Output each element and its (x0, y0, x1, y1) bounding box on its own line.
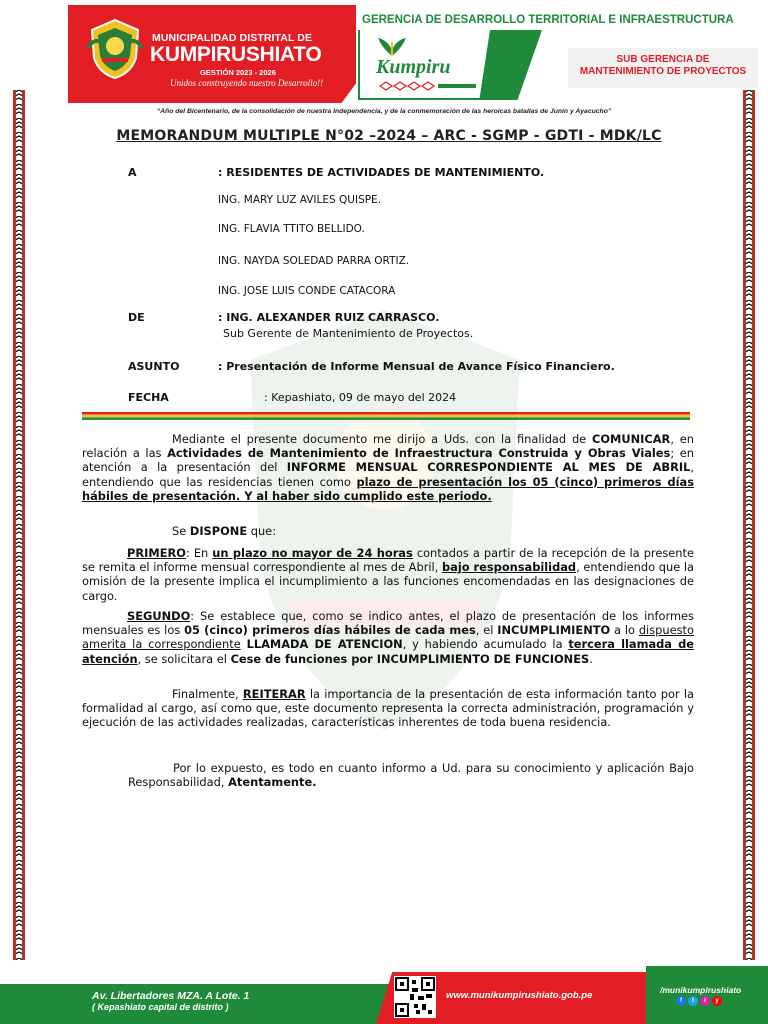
municipality-slogan: Unidos construyendo nuestro Desarrollo!! (170, 78, 324, 88)
social-icons (676, 996, 722, 1006)
management-period: GESTIÓN 2023 - 2026 (200, 68, 276, 77)
paragraph-dispone: Se DISPONE que: (172, 524, 277, 538)
date-value: : Kepashiato, 09 de mayo del 2024 (264, 391, 457, 404)
footer-address-note: ( Kepashiato capital de distrito ) (92, 1002, 229, 1012)
paragraph-closing: Por lo expuesto, es todo en cuanto informo a Ud. para su conocimiento y aplicación Bajo Responsabilidad, Atentamente. (128, 761, 694, 790)
paragraph-primero: PRIMERO: En un plazo no mayor de 24 horas contados a partir de la recepción de la presente se remita el informe mensual correspondiente al mes de Abril, bajo responsabilidad, entendiendo que la omisión de la presente implica el incumplimiento a las funciones encomendadas en las designaciones de cargo. (82, 546, 695, 603)
sender-position: Sub Gerente de Mantenimiento de Proyectos. (223, 327, 474, 340)
footer-social-handle[interactable]: /munikumpirushiato (660, 985, 742, 995)
tricolor-divider (82, 412, 690, 420)
sub-gerencia-line1: SUB GERENCIA DE (616, 54, 710, 65)
recipient-name-1: ING. MARY LUZ AVILES QUISPE. (218, 194, 382, 206)
youtube-icon[interactable]: y (712, 996, 722, 1006)
memo-title: MEMORANDUM MULTIPLE N°02 –2024 – ARC - SGMP - GDTI - MDK/LC (116, 128, 662, 144)
recipient-value: : RESIDENTES DE ACTIVIDADES DE MANTENIMIENTO. (218, 166, 545, 179)
instagram-icon[interactable]: i (700, 996, 710, 1006)
municipality-name-line1: MUNICIPALIDAD DISTRITAL DE (152, 32, 313, 44)
qr-code-icon (394, 976, 436, 1018)
paragraph-segundo: SEGUNDO: Se establece que, como se indico antes, el plazo de presentación de los informes mensuales es los 05 (cinco) primeros días hábiles de cada mes, el INCUMPLIMIENTO a lo dispuesto amerita la correspondiente LLAMADA DE ATENCION, y habiendo acumulado la tercera llamada de atención, se solicitara el Cese de funciones por INCUMPLIMIENTO DE FUNCIONES. (82, 609, 694, 666)
paragraph-intro: Mediante el presente documento me dirijo a Uds. con la finalidad de COMUNICAR, en relación a las Actividades de Mantenimiento de Infraestructura Construida y Obras Viales; en atención a la presentación del INFORME MENSUAL CORRESPONDIENTE AL MES DE ABRIL, entendiendo que las residencias tienen como plazo de presentación los 05 (cinco) primeros días hábiles de presentación. Y al haber sido cumplido este periodo. (82, 432, 695, 503)
recipient-name-3: ING. NAYDA SOLEDAD PARRA ORTIZ. (218, 255, 410, 267)
twitter-icon[interactable]: t (688, 996, 698, 1006)
facebook-icon[interactable]: f (676, 996, 686, 1006)
subject-value: : Presentación de Informe Mensual de Avance Físico Financiero. (218, 360, 615, 373)
recipient-name-2: ING. FLAVIA TTITO BELLIDO. (218, 223, 365, 235)
footer-website-link[interactable]: www.munikumpirushiato.gob.pe (446, 990, 593, 1001)
left-decorative-border (13, 90, 25, 960)
recipient-label: A (128, 166, 137, 179)
sender-label: DE (128, 311, 145, 324)
municipality-name-line2: KUMPIRUSHIATO (150, 43, 322, 66)
footer-address: Av. Libertadores MZA. A Lote. 1 (92, 990, 250, 1002)
municipal-crest-logo (86, 18, 144, 80)
year-motto: “Año del Bicentenario, de la consolidación de nuestra Independencia, y de la conmemoración de las heroicas batallas de Junín y Ayacucho” (156, 108, 612, 115)
green-header-stripe (500, 30, 570, 100)
kumpiru-pattern (378, 80, 478, 92)
sub-gerencia-line2: MANTENIMIENTO DE PROYECTOS (579, 66, 747, 77)
recipient-name-4: ING. JOSE LUIS CONDE CATACORA (218, 285, 396, 297)
footer-social-panel (646, 966, 768, 1024)
date-label: FECHA (128, 391, 169, 404)
sender-name: : ING. ALEXANDER RUIZ CARRASCO. (218, 311, 440, 324)
kumpiru-logo-text: Kumpiru (376, 56, 451, 78)
right-decorative-border (743, 90, 755, 960)
gerencia-title: GERENCIA DE DESARROLLO TERRITORIAL E INFRAESTRUCTURA (362, 14, 734, 26)
paragraph-finalmente: Finalmente, REITERAR la importancia de la presentación de esta información tanto por la formalidad al cargo, así como que, este documento representa la correcta administración, programación y ejecución de las actividades realizadas, características inherentes de toda buena residencia. (82, 687, 694, 730)
subject-label: ASUNTO (128, 360, 180, 373)
leaf-icon (372, 34, 412, 58)
